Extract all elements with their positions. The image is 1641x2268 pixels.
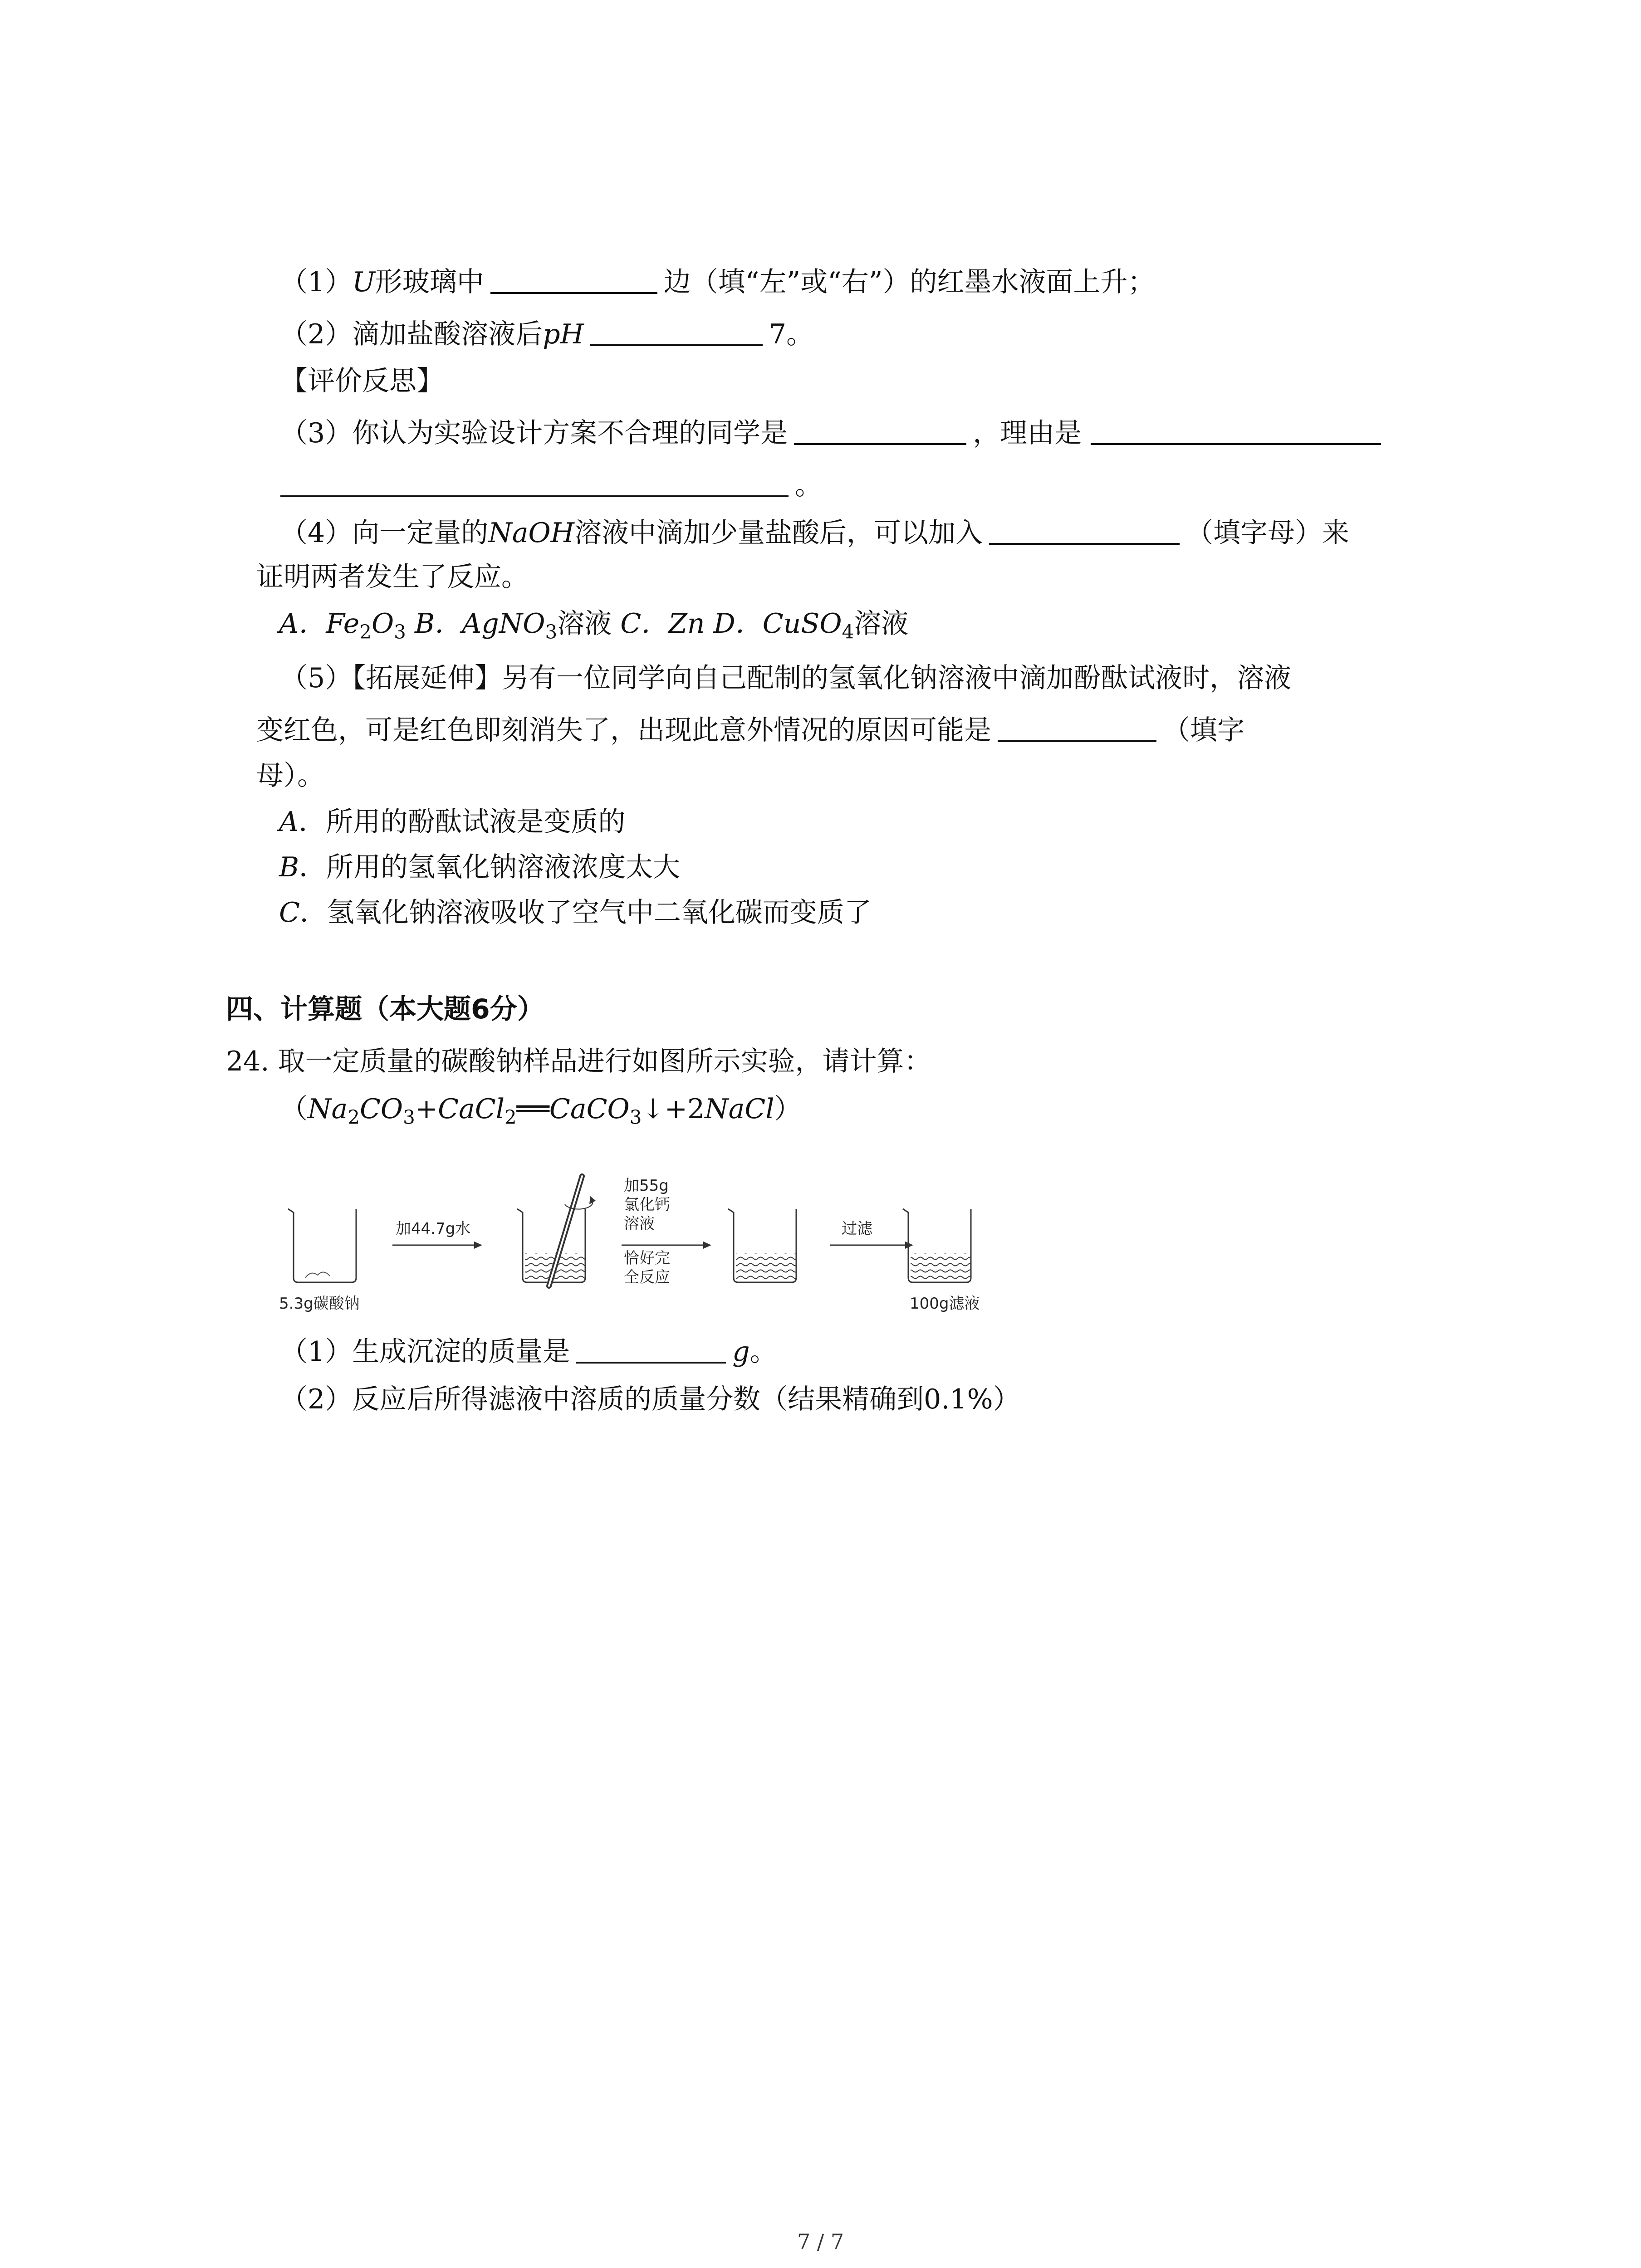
question-1-text: 形玻璃中 — [375, 266, 484, 298]
reaction-liquid — [736, 1253, 796, 1282]
option-d-cuso: CuSO — [762, 608, 842, 640]
question-3-text: （3）你认为实验设计方案不合理的同学是 — [280, 417, 788, 449]
question-4-suffix: （填字母）来 — [1185, 517, 1349, 549]
answer-blank-5[interactable] — [998, 713, 1156, 742]
option-text: ．所用的酚酞试液是变质的 — [299, 806, 626, 838]
eq-caco-sub: 3 — [629, 1106, 642, 1129]
question-1-u: U — [352, 266, 375, 298]
question-3-end: 。 — [795, 469, 822, 501]
question-1-prefix: （1） — [280, 266, 353, 298]
label-complete-reaction-line1: 恰好完 — [624, 1249, 670, 1267]
question-5-option-b — [279, 849, 680, 885]
eq-cacl: CaCl — [438, 1093, 505, 1125]
label-add-cacl2-line1: 加55g — [624, 1177, 669, 1195]
question-24-1-unit: g — [732, 1336, 750, 1368]
eq-close: ） — [774, 1093, 802, 1125]
eq-co-sub: 3 — [403, 1106, 415, 1129]
question-2-suffix: 7。 — [769, 318, 814, 350]
reaction-equation — [280, 1091, 802, 1127]
question-24-2: （2）反应后所得滤液中溶质的质量分数（结果精确到0.1%） — [280, 1383, 1020, 1415]
option-letter: C — [279, 897, 300, 929]
eq-na-sub: 2 — [348, 1106, 360, 1129]
option-letter: B — [279, 851, 299, 883]
eq-cacl-sub: 2 — [504, 1106, 517, 1129]
question-4-line2: 证明两者发生了反应。 — [256, 561, 529, 593]
question-24-1 — [280, 1334, 777, 1370]
eq-arrow: ══ — [516, 1093, 549, 1125]
option-a-fe: Fe — [326, 608, 360, 640]
question-3 — [280, 415, 1381, 451]
question-24-stem: 24. 取一定质量的碳酸钠样品进行如图所示实验，请计算： — [226, 1046, 931, 1077]
answer-blank-3b[interactable] — [1091, 416, 1381, 445]
eq-co: CO — [360, 1093, 403, 1125]
answer-blank-1[interactable] — [490, 265, 657, 294]
question-3-line2 — [280, 467, 822, 503]
option-d-text: 溶液 — [854, 608, 909, 640]
page-number: 7 / 7 — [797, 2229, 844, 2254]
stirring-motion — [565, 1201, 593, 1209]
option-d-sub: 4 — [842, 621, 854, 643]
eq-caco: CaCO — [549, 1093, 630, 1125]
answer-blank-2[interactable] — [590, 317, 763, 346]
question-5-line2 — [256, 712, 1244, 748]
label-sample: 5.3g碳酸钠 — [279, 1295, 360, 1313]
question-4-mid: 溶液中滴加少量盐酸后，可以加入 — [574, 517, 983, 549]
question-2 — [280, 316, 813, 352]
option-d-letter: D． — [713, 608, 763, 640]
eq-plus-2: +2 — [664, 1093, 705, 1125]
solid-powder — [305, 1272, 330, 1278]
option-a-letter: A． — [279, 608, 326, 640]
label-filtrate: 100g滤液 — [910, 1295, 980, 1313]
question-4-text: （4）向一定量的 — [280, 517, 489, 549]
arrowhead-step2 — [703, 1242, 711, 1249]
label-add-water: 加44.7g水 — [396, 1220, 471, 1238]
option-b-agno: AgNO — [462, 608, 545, 640]
option-text: ．所用的氢氧化钠溶液浓度太大 — [299, 851, 681, 883]
label-complete-reaction-line2: 全反应 — [624, 1268, 670, 1286]
question-24-1-end: 。 — [749, 1336, 777, 1368]
option-text: ．氢氧化钠溶液吸收了空气中二氧化碳而变质了 — [299, 897, 872, 929]
option-c-letter: C． — [620, 608, 669, 640]
beaker-sample — [288, 1209, 356, 1282]
arrowhead-step3 — [905, 1242, 913, 1249]
question-2-text: （2）滴加盐酸溶液后 — [280, 318, 543, 350]
question-5-option-c — [279, 894, 872, 931]
question-1-suffix: 边（填“左”或“右”）的红墨水液面上升； — [663, 266, 1155, 298]
question-4-naoh: NaOH — [488, 517, 574, 549]
eq-na: Na — [308, 1093, 348, 1125]
beaker-filtrate — [903, 1209, 971, 1282]
option-c-zn: Zn — [668, 608, 705, 640]
beaker-reaction — [728, 1209, 796, 1282]
answer-blank-3c[interactable] — [280, 468, 789, 497]
option-b-sub: 3 — [545, 621, 558, 643]
eq-down-arrow: ↓ — [642, 1093, 665, 1125]
option-a-o-sub: 3 — [394, 621, 406, 643]
option-letter: A — [279, 806, 299, 838]
question-4-options — [279, 606, 908, 642]
experiment-diagram — [279, 1173, 1050, 1322]
option-a-o: O — [371, 608, 394, 640]
label-add-cacl2-line3: 溶液 — [624, 1215, 655, 1233]
question-1 — [280, 264, 1155, 300]
beaker-dissolve — [517, 1176, 596, 1286]
answer-blank-3a[interactable] — [794, 416, 966, 445]
question-3-mid: ，理由是 — [973, 417, 1082, 449]
label-add-cacl2-line2: 氯化钙 — [624, 1196, 670, 1214]
answer-blank-24-1[interactable] — [576, 1334, 726, 1364]
question-4 — [280, 515, 1349, 551]
question-5-suffix: （填字 — [1163, 714, 1244, 746]
question-5-text: 变红色，可是红色即刻消失了，出现此意外情况的原因可能是 — [256, 714, 991, 746]
question-5-line3: 母）。 — [256, 760, 324, 792]
evaluation-heading: 【评价反思】 — [280, 365, 444, 397]
answer-blank-4[interactable] — [989, 516, 1180, 545]
eq-open: （ — [280, 1093, 308, 1125]
eq-nacl: NaCl — [705, 1093, 774, 1125]
option-b-text: 溶液 — [557, 608, 612, 640]
section-4-title: 四、计算题（本大题6分） — [226, 993, 544, 1025]
question-5-line1: （5）【拓展延伸】另有一位同学向自己配制的氢氧化钠溶液中滴加酚酞试液时，溶液 — [280, 662, 1292, 694]
question-24-1-text: （1）生成沉淀的质量是 — [280, 1336, 570, 1368]
label-filter: 过滤 — [842, 1220, 872, 1238]
arrowhead-step1 — [474, 1242, 482, 1249]
question-5-option-a — [279, 804, 625, 840]
question-2-ph: pH — [543, 318, 584, 350]
option-a-fe-sub: 2 — [359, 621, 372, 643]
option-b-letter: B． — [414, 608, 462, 640]
filtrate-liquid — [911, 1253, 970, 1282]
eq-plus: + — [415, 1093, 438, 1125]
